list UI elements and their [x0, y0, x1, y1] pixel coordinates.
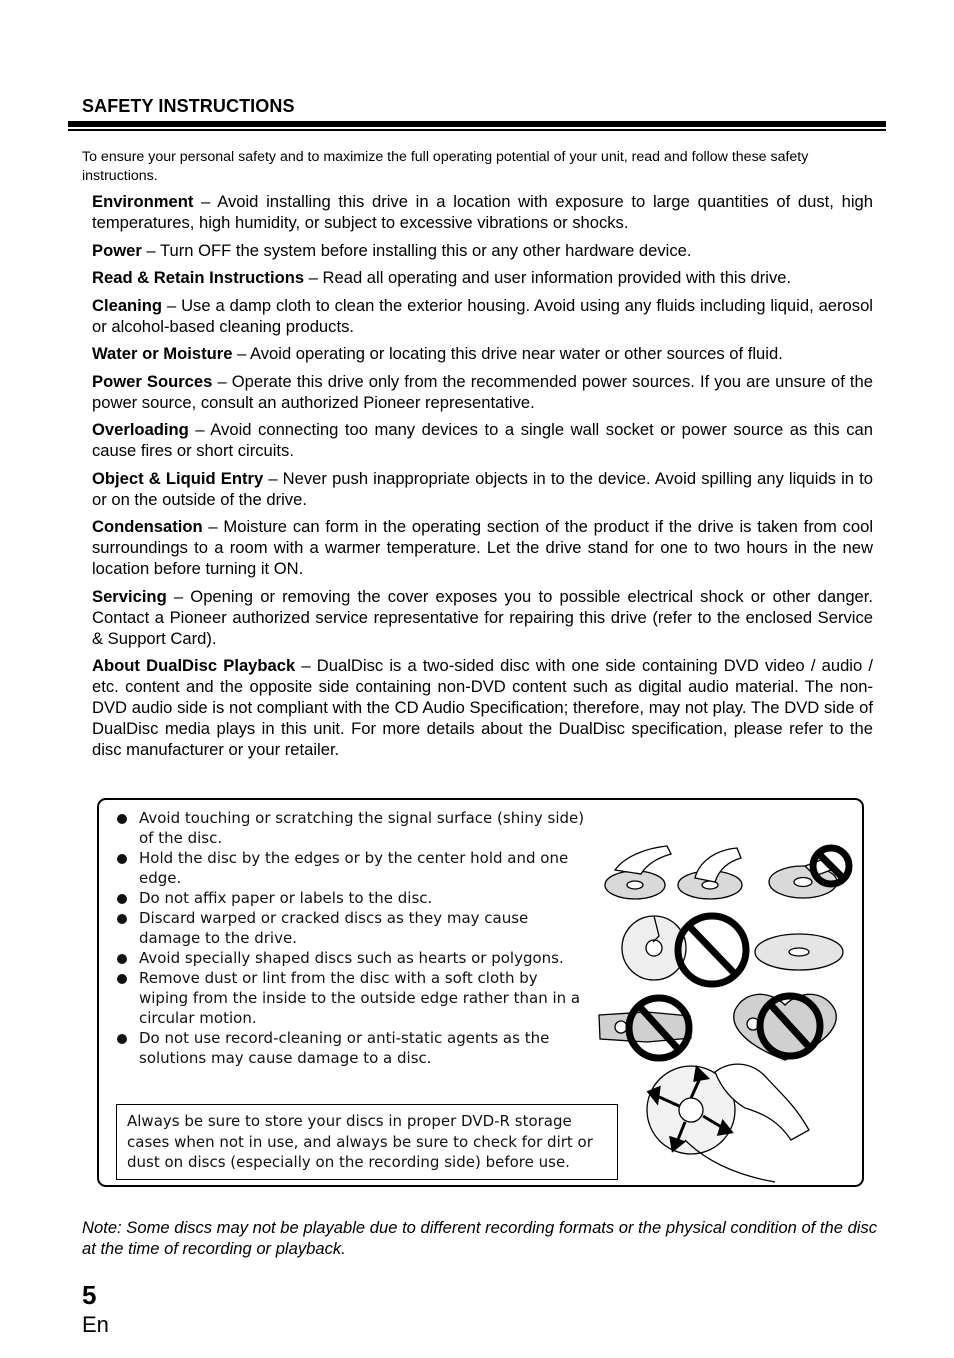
safety-item	[92, 267, 873, 288]
hand-center-disc-icon	[678, 848, 742, 899]
item-text: – Never push inappropriate objects in to the device. Avoid spilling any liquids in to or on the outside of the drive.	[92, 468, 873, 509]
safety-item	[92, 240, 873, 261]
page-number: 5	[82, 1280, 97, 1310]
safety-item	[92, 371, 873, 413]
safety-item	[92, 516, 873, 579]
item-term: About DualDisc Playback	[92, 656, 296, 675]
list-item: Do not affix paper or labels to the disc.	[115, 888, 587, 908]
item-term: Environment	[92, 192, 194, 211]
item-text: – Read all operating and user information provided with this drive.	[304, 268, 792, 287]
item-term: Overloading	[92, 420, 189, 439]
item-term: Power	[92, 240, 142, 260]
playback-note: Note: Some discs may not be playable due to different recording formats or the physical condition of the disc at the time of recording or playback.	[82, 1218, 878, 1258]
item-term: Water or Moisture	[92, 344, 233, 363]
item-term: Object & Liquid Entry	[92, 468, 264, 488]
disc-care-panel	[97, 798, 864, 1187]
intro-paragraph: To ensure your personal safety and to maximize the full operating potential of your unit, read and follow these safety instructions.	[82, 149, 809, 184]
hand-edge-disc-icon	[605, 846, 671, 899]
list-item: Avoid touching or scratching the signal surface (shiny side) of the disc.	[115, 808, 587, 848]
storage-note: Always be sure to store your discs in proper DVD-R storage cases when not in use, and always be sure to check for dirt or dust on discs (especially on the recording side) before use.	[116, 1104, 618, 1180]
safety-item	[92, 586, 873, 649]
safety-item	[92, 419, 873, 461]
item-term: Power Sources	[92, 371, 213, 391]
item-text: – Avoid installing this drive in a location with exposure to large quantities of dust, high temperatures, high humidity, or subject to excessive vibrations or shocks.	[92, 192, 873, 232]
item-text: – Avoid operating or locating this drive near water or other sources of fluid.	[232, 344, 783, 363]
item-text: – Operate this drive only from the recommended power sources. If you are unsure of the power source, consult an authorized Pioneer representative.	[92, 371, 873, 412]
prohibition-icon	[678, 916, 746, 984]
language-label: En	[82, 1312, 109, 1337]
safety-item	[92, 191, 873, 233]
title-rule-thin	[68, 129, 886, 131]
item-term: Servicing	[92, 586, 167, 606]
safety-item	[92, 655, 873, 760]
title-rule	[68, 121, 886, 127]
list-item: Do not use record-cleaning or anti-static agents as the solutions may cause damage to a disc.	[115, 1028, 587, 1068]
item-term: Condensation	[92, 517, 203, 536]
item-text: – Opening or removing the cover exposes you to possible electrical shock or other danger. Contact a Pioneer authorized service representative for repairing this drive (refer to the enclosed Service & Support Card).	[92, 586, 873, 648]
item-text: – Turn OFF the system before installing this or any other hardware device.	[141, 240, 692, 260]
item-term: Read & Retain Instructions	[92, 268, 305, 287]
wiping-disc-icon	[647, 1064, 809, 1182]
safety-items	[92, 191, 873, 767]
safety-item	[92, 468, 873, 510]
item-term: Cleaning	[92, 295, 163, 315]
page-title: SAFETY INSTRUCTIONS	[82, 96, 295, 116]
disc-care-list	[115, 808, 587, 1068]
safety-item	[92, 343, 873, 364]
disc-handling-illustration	[595, 840, 861, 1185]
item-text: – Moisture can form in the operating section of the product if the drive is taken from cool surroundings to a room with a warmer temperature. Let the drive stand for one to two hours in the new location before turning it ON.	[92, 517, 873, 578]
list-item: Hold the disc by the edges or by the center hold and one edge.	[115, 848, 587, 888]
safety-item	[92, 295, 873, 337]
item-text: – Use a damp cloth to clean the exterior housing. Avoid using any fluids including liquid, aerosol or alcohol-based cleaning products.	[92, 295, 873, 336]
list-item: Avoid specially shaped discs such as hearts or polygons.	[115, 948, 587, 968]
item-text: – DualDisc is a two-sided disc with one side containing DVD video / audio / etc. content and the opposite side containing non-DVD content such as digital audio material. The non-DVD audio side is not compliant with the CD Audio Specification; therefore, may not play. The DVD side of DualDisc media plays in this unit. For more details about the DualDisc specification, please refer to the disc manufacturer or your retailer.	[92, 656, 873, 759]
list-item: Remove dust or lint from the disc with a soft cloth by wiping from the inside to the outside edge rather than in a circular motion.	[115, 968, 587, 1028]
warped-disc-icon	[755, 934, 843, 970]
list-item: Discard warped or cracked discs as they may cause damage to the drive.	[115, 908, 587, 948]
item-text: – Avoid connecting too many devices to a single wall socket or power source as this can cause fires or short circuits.	[92, 420, 873, 460]
